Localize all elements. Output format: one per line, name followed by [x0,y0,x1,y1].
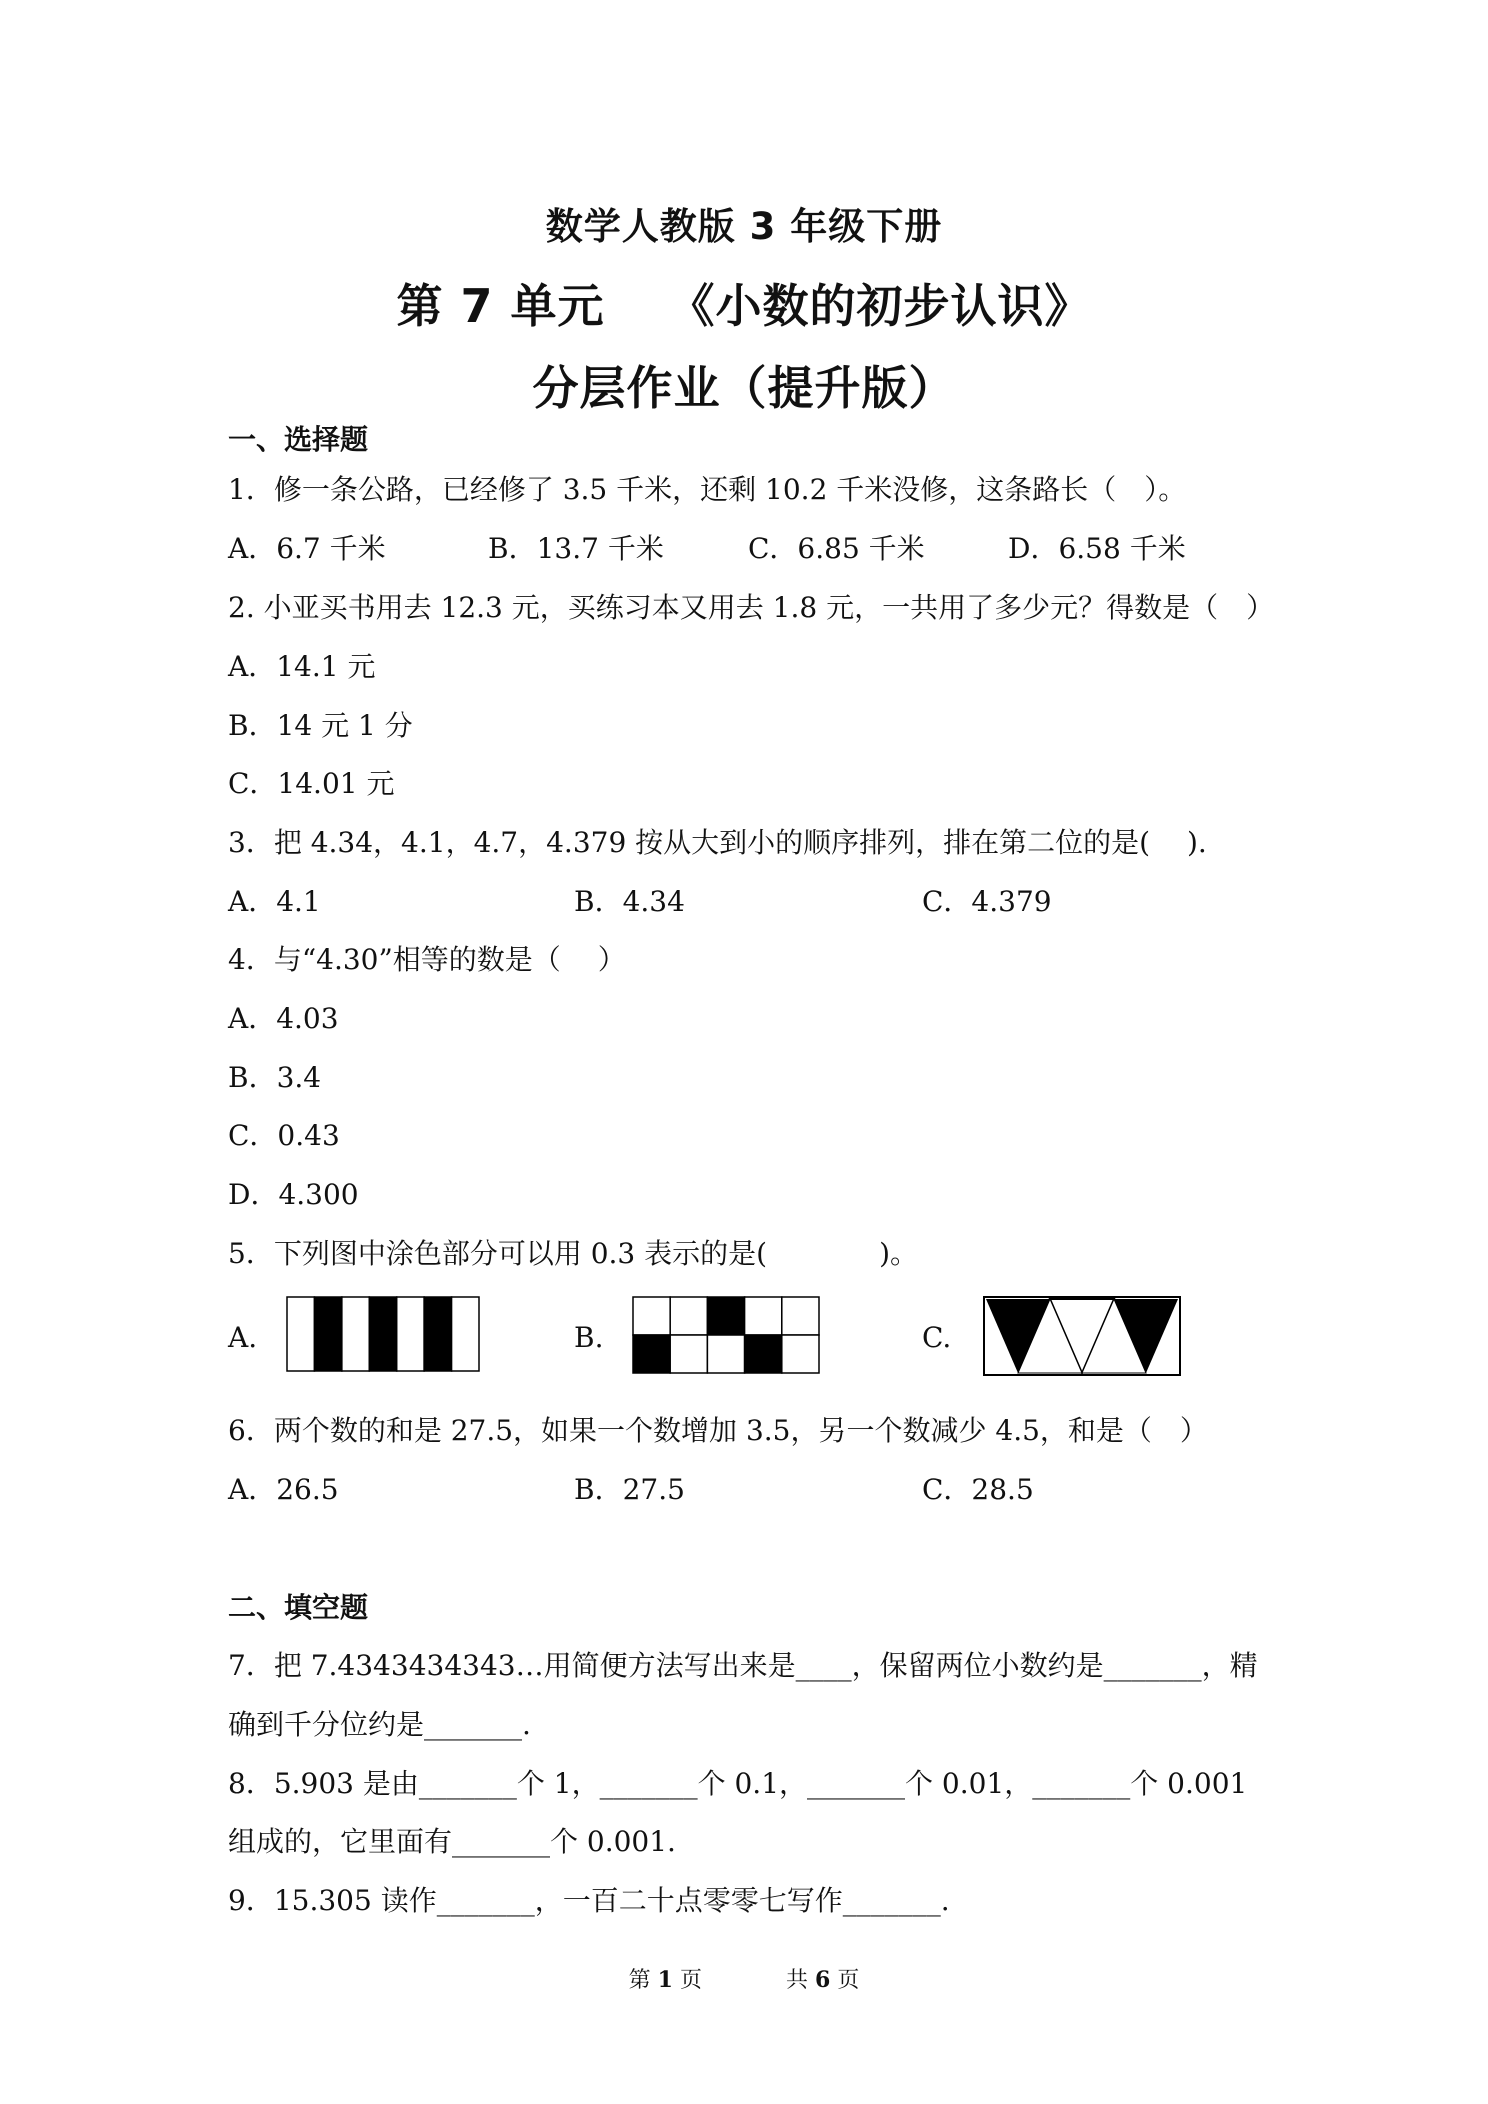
q5-label-c: C. [922,1321,952,1354]
document-heading: 分层作业（提升版） [532,361,956,415]
q5-figure-b [632,1296,820,1374]
q5-figure-a [286,1296,480,1372]
figure-b-cell [782,1297,819,1335]
page-prefix: 第 [628,1968,651,1993]
figure-b-cell [745,1335,782,1373]
q6-option-c: C．28.5 [922,1473,1034,1506]
question-1: 1．修一条公路，已经修了 3.5 千米，还剩 10.2 千米没修，这条路长（ ）。 [228,473,1187,506]
figure-b-cell [633,1297,670,1335]
figure-a-cell [452,1297,479,1371]
document-subtitle: 数学人教版 3 年级下册 [545,205,943,248]
q2-option-a: A．14.1 元 [228,650,376,683]
figure-a-cell [424,1297,451,1371]
question-7-line-1: 7．把 7.4343434343…用简便方法写出来是____，保留两位小数约是_______，精 [228,1649,1258,1682]
figure-a-cell [369,1297,396,1371]
figure-b-cell [670,1335,707,1373]
q1-option-d: D．6.58 千米 [1008,532,1186,565]
q5-figure-c [983,1296,1181,1376]
question-2: 2. 小亚买书用去 12.3 元，买练习本又用去 1.8 元，一共用了多少元？得数是（ ） [228,591,1275,624]
q2-option-c: C．14.01 元 [228,767,395,800]
question-5: 5．下列图中涂色部分可以用 0.3 表示的是( )。 [228,1237,918,1270]
q3-option-c: C．4.379 [922,885,1052,918]
q3-option-a: A．4.1 [228,885,321,918]
q4-option-a: A．4.03 [228,1002,339,1035]
q1-option-b: B．13.7 千米 [488,532,664,565]
question-3: 3．把 4.34，4.1，4.7，4.379 按从大到小的顺序排列，排在第二位的是( ). [228,826,1207,859]
q4-option-c: C．0.43 [228,1119,340,1152]
page-footer [0,1963,1488,1994]
question-4: 4．与“4.30”相等的数是（ ） [228,943,626,976]
figure-b-cell [707,1297,744,1335]
question-7-line-2: 确到千分位约是_______. [228,1708,531,1741]
q4-option-d: D．4.300 [228,1178,359,1211]
figure-b-cell [707,1335,744,1373]
page-suffix: 页 [679,1968,702,1993]
question-8-line-1: 8．5.903 是由_______个 1，_______个 0.1，_______个 0.01，_______个 0.001 [228,1767,1248,1800]
total-pages: 6 [815,1967,831,1993]
q1-option-c: C．6.85 千米 [748,532,925,565]
figure-a-cell [287,1297,314,1371]
total-prefix: 共 [786,1968,809,1993]
question-9: 9．15.305 读作_______，一百二十点零零七写作_______. [228,1884,950,1917]
figure-b-cell [782,1335,819,1373]
q2-option-b: B．14 元 1 分 [228,709,413,742]
document-title: 第 7 单元 《小数的初步认识》 [396,279,1092,333]
q6-option-a: A．26.5 [228,1473,339,1506]
q1-option-a: A．6.7 千米 [228,532,386,565]
q6-option-b: B．27.5 [574,1473,685,1506]
question-8-line-2: 组成的，它里面有_______个 0.001. [228,1825,676,1858]
q3-option-b: B．4.34 [574,885,685,918]
figure-b-cell [633,1335,670,1373]
figure-a-cell [342,1297,369,1371]
figure-a-cell [397,1297,424,1371]
section-heading-fill: 二、填空题 [228,1591,369,1624]
figure-b-cell [670,1297,707,1335]
page-number: 1 [657,1967,673,1993]
figure-a-cell [314,1297,341,1371]
section-heading-choice: 一、选择题 [228,423,369,456]
total-suffix: 页 [837,1968,860,1993]
question-6: 6．两个数的和是 27.5，如果一个数增加 3.5，另一个数减少 4.5，和是（ ） [228,1414,1208,1447]
q4-option-b: B．3.4 [228,1061,322,1094]
figure-b-cell [745,1297,782,1335]
q5-label-b: B. [574,1321,604,1354]
q5-label-a: A. [228,1321,258,1354]
